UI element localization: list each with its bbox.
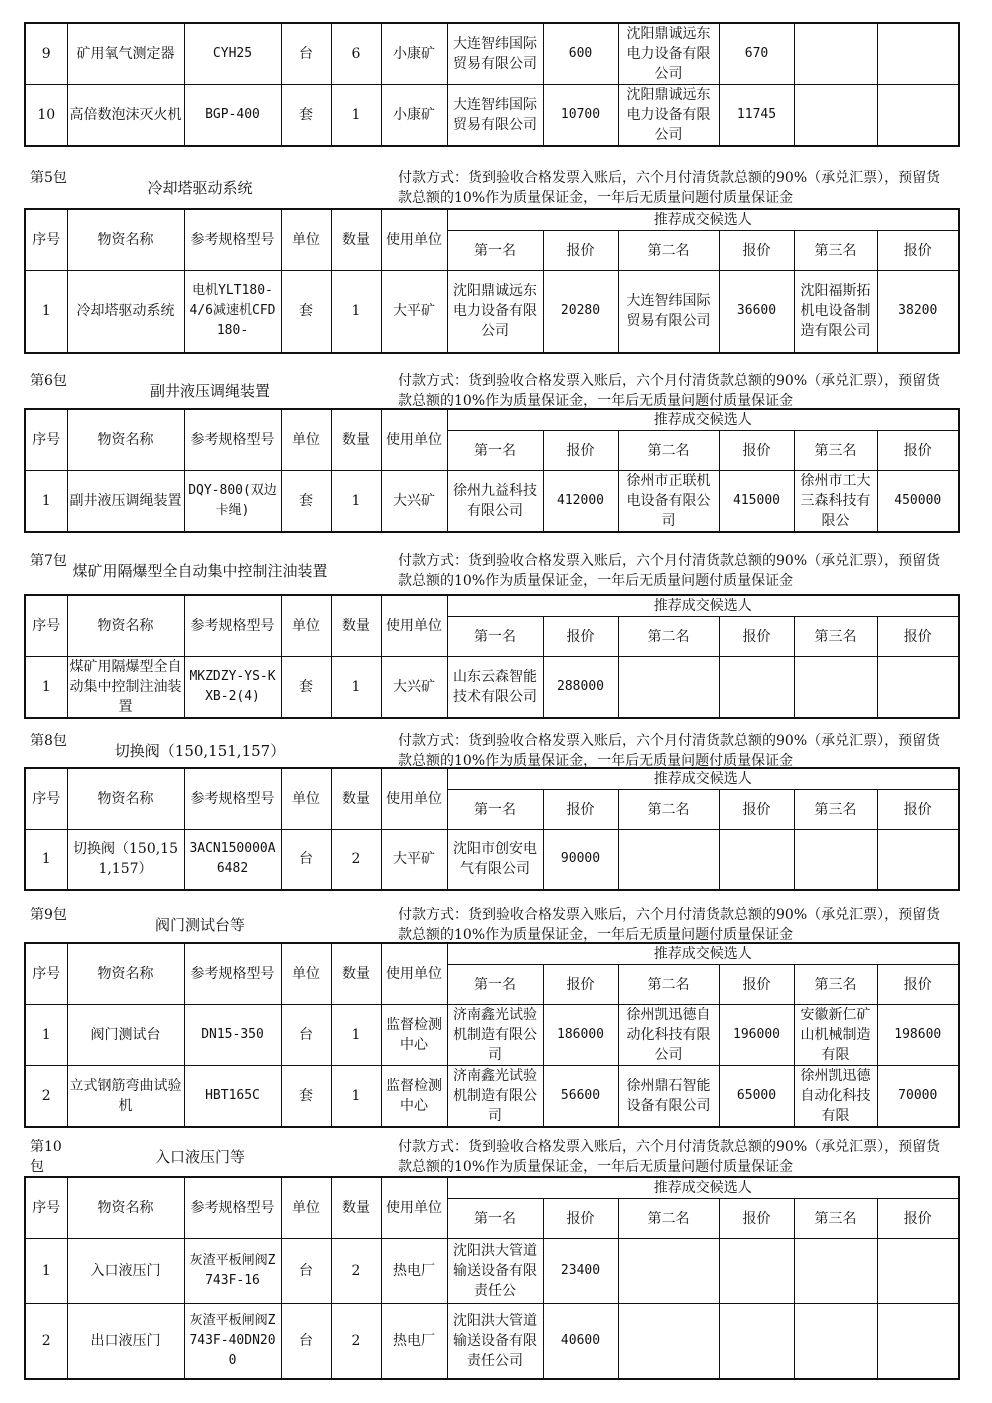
recommend-header: 推荐成交候选人 [447,1177,959,1199]
user-unit: 热电厂 [381,1304,447,1379]
price-header: 报价 [877,431,959,471]
package-title: 入口液压门等 [154,1148,245,1166]
unit: 套 [281,1066,331,1128]
price-header: 报价 [877,1199,959,1239]
package-table [24,594,960,719]
header-row [25,768,959,790]
spec-header: 参考规格型号 [184,409,281,471]
unit: 台 [281,1005,331,1066]
second-price [719,657,794,719]
quantity: 2 [331,830,381,890]
second-candidate: 沈阳鼎诚远东电力设备有限公司 [618,85,719,147]
material-name: 煤矿用隔爆型全自动集中控制注油装置 [67,657,184,719]
first-price: 23400 [543,1239,618,1304]
payment-terms: 付款方式：货到验收合格发票入账后，六个月付清货款总额的90%（承兑汇票），预留货款总额的10%作为质量保证金，一年后无质量问题付质量保证金 [398,373,941,409]
qty-header: 数量 [331,595,381,657]
third-header: 第三名 [794,617,877,657]
row-seq: 10 [25,85,67,147]
unit: 套 [281,85,331,147]
second-header: 第二名 [618,431,719,471]
third-header: 第三名 [794,431,877,471]
third-header: 第三名 [794,965,877,1005]
package-table [24,1176,960,1380]
second-candidate: 徐州市正联机电设备有限公司 [618,471,719,533]
package-number: 第9包 [30,907,67,923]
material-name: 阀门测试台 [67,1005,184,1066]
second-price: 65000 [719,1066,794,1128]
package-number: 第8包 [30,733,67,749]
header-row [25,209,959,231]
row-seq: 2 [25,1066,67,1128]
table-row [25,830,959,890]
package-title: 煤矿用隔爆型全自动集中控制注油装置 [72,562,328,580]
second-price: 36600 [719,271,794,353]
first-price: 56600 [543,1066,618,1128]
unit: 台 [281,1239,331,1304]
first-header: 第一名 [447,1199,543,1239]
material-name: 立式钢筋弯曲试验机 [67,1066,184,1128]
quantity: 1 [331,657,381,719]
price-header: 报价 [543,965,618,1005]
package-number: 第10包 [30,1139,62,1175]
price-header: 报价 [877,965,959,1005]
third-price [877,85,959,147]
seq-header: 序号 [25,943,67,1005]
header-row [25,1177,959,1199]
package-table [24,408,960,533]
price-header: 报价 [543,431,618,471]
price-header: 报价 [877,231,959,271]
package-number: 第6包 [30,373,67,389]
table-row [25,657,959,719]
package-table [24,942,960,1128]
first-candidate: 沈阳市创安电气有限公司 [447,830,543,890]
third-candidate: 沈阳福斯拓机电设备制造有限公司 [794,271,877,353]
price-header: 报价 [719,965,794,1005]
third-candidate [794,85,877,147]
second-candidate: 大连智纬国际贸易有限公司 [618,271,719,353]
first-candidate: 大连智纬国际贸易有限公司 [447,23,543,85]
third-price [877,830,959,890]
second-header: 第二名 [618,790,719,830]
quantity: 1 [331,1066,381,1128]
second-header: 第二名 [618,1199,719,1239]
table-row [25,471,959,533]
name-header: 物资名称 [67,409,184,471]
quantity: 2 [331,1239,381,1304]
third-candidate: 徐州凯迅德自动化科技有限 [794,1066,877,1128]
user-unit: 大平矿 [381,271,447,353]
package-table [24,208,960,354]
unit-header: 单位 [281,209,331,271]
user-header: 使用单位 [381,1177,447,1239]
spec-header: 参考规格型号 [184,209,281,271]
qty-header: 数量 [331,1177,381,1239]
spec-model: 电机YLT180-4/6减速机CFD180- [184,271,281,353]
spec-model: MKZDZY-YS-KXB-2(4) [184,657,281,719]
spec-header: 参考规格型号 [184,768,281,830]
first-candidate: 徐州九益科技有限公司 [447,471,543,533]
third-candidate [794,1239,877,1304]
third-candidate [794,1304,877,1379]
recommend-header: 推荐成交候选人 [447,768,959,790]
name-header: 物资名称 [67,595,184,657]
row-seq: 1 [25,1239,67,1304]
row-seq: 1 [25,471,67,533]
price-header: 报价 [543,1199,618,1239]
spec-model: 3ACN150000A6482 [184,830,281,890]
second-price [719,1304,794,1379]
second-candidate: 徐州鼎石智能设备有限公司 [618,1066,719,1128]
qty-header: 数量 [331,209,381,271]
first-price: 90000 [543,830,618,890]
material-name: 矿用氧气测定器 [67,23,184,85]
third-header: 第三名 [794,231,877,271]
third-price: 450000 [877,471,959,533]
first-candidate: 沈阳洪大管道输送设备有限责任公司 [447,1304,543,1379]
user-unit: 大兴矿 [381,657,447,719]
spec-header: 参考规格型号 [184,943,281,1005]
first-candidate: 大连智纬国际贸易有限公司 [447,85,543,147]
unit: 台 [281,830,331,890]
row-seq: 1 [25,657,67,719]
spec-model: 灰渣平板闸阀Z743F-40DN200 [184,1304,281,1379]
quantity: 6 [331,23,381,85]
package-number: 第5包 [30,170,67,186]
spec-header: 参考规格型号 [184,595,281,657]
second-header: 第二名 [618,965,719,1005]
table-row [25,23,959,85]
unit-header: 单位 [281,409,331,471]
header-row [25,943,959,965]
table-row [25,85,959,147]
payment-terms: 付款方式：货到验收合格发票入账后，六个月付清货款总额的90%（承兑汇票），预留货款总额的10%作为质量保证金，一年后无质量问题付质量保证金 [398,553,941,589]
seq-header: 序号 [25,409,67,471]
price-header: 报价 [719,790,794,830]
unit: 台 [281,23,331,85]
price-header: 报价 [719,231,794,271]
first-price: 40600 [543,1304,618,1379]
third-price: 70000 [877,1066,959,1128]
third-price: 198600 [877,1005,959,1066]
unit-header: 单位 [281,595,331,657]
quantity: 2 [331,1304,381,1379]
material-name: 入口液压门 [67,1239,184,1304]
second-header: 第二名 [618,231,719,271]
qty-header: 数量 [331,943,381,1005]
second-candidate [618,657,719,719]
third-candidate: 徐州市工大三森科技有限公 [794,471,877,533]
spec-model: CYH25 [184,23,281,85]
third-candidate: 安徽新仁矿山机械制造有限 [794,1005,877,1066]
material-name: 切换阀（150,151,157） [67,830,184,890]
second-price: 11745 [719,85,794,147]
first-price: 10700 [543,85,618,147]
payment-terms: 付款方式：货到验收合格发票入账后，六个月付清货款总额的90%（承兑汇票），预留货款总额的10%作为质量保证金，一年后无质量问题付质量保证金 [398,170,941,206]
second-candidate [618,1239,719,1304]
seq-header: 序号 [25,209,67,271]
first-header: 第一名 [447,617,543,657]
seq-header: 序号 [25,595,67,657]
third-price [877,1304,959,1379]
row-seq: 1 [25,271,67,353]
third-price [877,23,959,85]
material-name: 出口液压门 [67,1304,184,1379]
table-row [25,1239,959,1304]
price-header: 报价 [543,231,618,271]
payment-terms: 付款方式：货到验收合格发票入账后，六个月付清货款总额的90%（承兑汇票），预留货款总额的10%作为质量保证金，一年后无质量问题付质量保证金 [398,733,941,769]
first-candidate: 沈阳鼎诚远东电力设备有限公司 [447,271,543,353]
third-candidate [794,23,877,85]
qty-header: 数量 [331,409,381,471]
first-header: 第一名 [447,965,543,1005]
user-unit: 热电厂 [381,1239,447,1304]
qty-header: 数量 [331,768,381,830]
unit: 台 [281,1304,331,1379]
first-candidate: 济南鑫光试验机制造有限公司 [447,1066,543,1128]
price-header: 报价 [719,431,794,471]
package-number: 第7包 [30,553,67,569]
first-price: 412000 [543,471,618,533]
first-header: 第一名 [447,790,543,830]
material-name: 副井液压调绳装置 [67,471,184,533]
user-header: 使用单位 [381,595,447,657]
quantity: 1 [331,271,381,353]
package-title: 副井液压调绳装置 [149,382,270,400]
second-candidate: 沈阳鼎诚远东电力设备有限公司 [618,23,719,85]
first-candidate: 济南鑫光试验机制造有限公司 [447,1005,543,1066]
second-price: 415000 [719,471,794,533]
package-title: 切换阀（150,151,157） [114,742,286,760]
user-unit: 小康矿 [381,23,447,85]
row-seq: 9 [25,23,67,85]
unit-header: 单位 [281,1177,331,1239]
continued-table [24,22,960,147]
quantity: 1 [331,85,381,147]
first-price: 186000 [543,1005,618,1066]
user-unit: 大兴矿 [381,471,447,533]
third-price [877,657,959,719]
first-price: 288000 [543,657,618,719]
recommend-header: 推荐成交候选人 [447,409,959,431]
package-title: 冷却塔驱动系统 [147,179,253,197]
quantity: 1 [331,471,381,533]
quantity: 1 [331,1005,381,1066]
seq-header: 序号 [25,768,67,830]
first-candidate: 山东云森智能技术有限公司 [447,657,543,719]
third-candidate [794,830,877,890]
recommend-header: 推荐成交候选人 [447,209,959,231]
second-candidate: 徐州凯迅德自动化科技有限公司 [618,1005,719,1066]
name-header: 物资名称 [67,768,184,830]
seq-header: 序号 [25,1177,67,1239]
header-row [25,595,959,617]
user-header: 使用单位 [381,209,447,271]
recommend-header: 推荐成交候选人 [447,943,959,965]
row-seq: 1 [25,830,67,890]
user-header: 使用单位 [381,768,447,830]
third-header: 第三名 [794,1199,877,1239]
second-price [719,830,794,890]
row-seq: 2 [25,1304,67,1379]
third-price: 38200 [877,271,959,353]
price-header: 报价 [719,617,794,657]
table-row [25,1066,959,1128]
third-candidate [794,657,877,719]
spec-header: 参考规格型号 [184,1177,281,1239]
second-candidate [618,830,719,890]
user-unit: 小康矿 [381,85,447,147]
package-table [24,767,960,891]
table-row [25,1005,959,1066]
unit: 套 [281,471,331,533]
unit-header: 单位 [281,768,331,830]
user-unit: 监督检测中心 [381,1005,447,1066]
spec-model: DN15-350 [184,1005,281,1066]
price-header: 报价 [877,617,959,657]
first-header: 第一名 [447,431,543,471]
table-row [25,271,959,353]
spec-model: 灰渣平板闸阀Z743F-16 [184,1239,281,1304]
material-name: 高倍数泡沫灭火机 [67,85,184,147]
unit: 套 [281,657,331,719]
payment-terms: 付款方式：货到验收合格发票入账后，六个月付清货款总额的90%（承兑汇票），预留货款总额的10%作为质量保证金，一年后无质量问题付质量保证金 [398,907,941,943]
user-unit: 大平矿 [381,830,447,890]
name-header: 物资名称 [67,943,184,1005]
user-header: 使用单位 [381,943,447,1005]
spec-model: HBT165C [184,1066,281,1128]
second-header: 第二名 [618,617,719,657]
first-candidate: 沈阳洪大管道输送设备有限责任公 [447,1239,543,1304]
first-price: 20280 [543,271,618,353]
third-price [877,1239,959,1304]
payment-terms: 付款方式：货到验收合格发票入账后，六个月付清货款总额的90%（承兑汇票），预留货款总额的10%作为质量保证金，一年后无质量问题付质量保证金 [398,1139,941,1175]
material-name: 冷却塔驱动系统 [67,271,184,353]
user-header: 使用单位 [381,409,447,471]
package-title: 阀门测试台等 [154,916,245,934]
row-seq: 1 [25,1005,67,1066]
second-candidate [618,1304,719,1379]
price-header: 报价 [543,790,618,830]
first-price: 600 [543,23,618,85]
second-price: 196000 [719,1005,794,1066]
user-unit: 监督检测中心 [381,1066,447,1128]
second-price: 670 [719,23,794,85]
table-row [25,1304,959,1379]
spec-model: DQY-800(双边卡绳) [184,471,281,533]
price-header: 报价 [719,1199,794,1239]
third-header: 第三名 [794,790,877,830]
price-header: 报价 [877,790,959,830]
unit: 套 [281,271,331,353]
header-row [25,409,959,431]
price-header: 报价 [543,617,618,657]
name-header: 物资名称 [67,1177,184,1239]
first-header: 第一名 [447,231,543,271]
second-price [719,1239,794,1304]
spec-model: BGP-400 [184,85,281,147]
name-header: 物资名称 [67,209,184,271]
recommend-header: 推荐成交候选人 [447,595,959,617]
unit-header: 单位 [281,943,331,1005]
